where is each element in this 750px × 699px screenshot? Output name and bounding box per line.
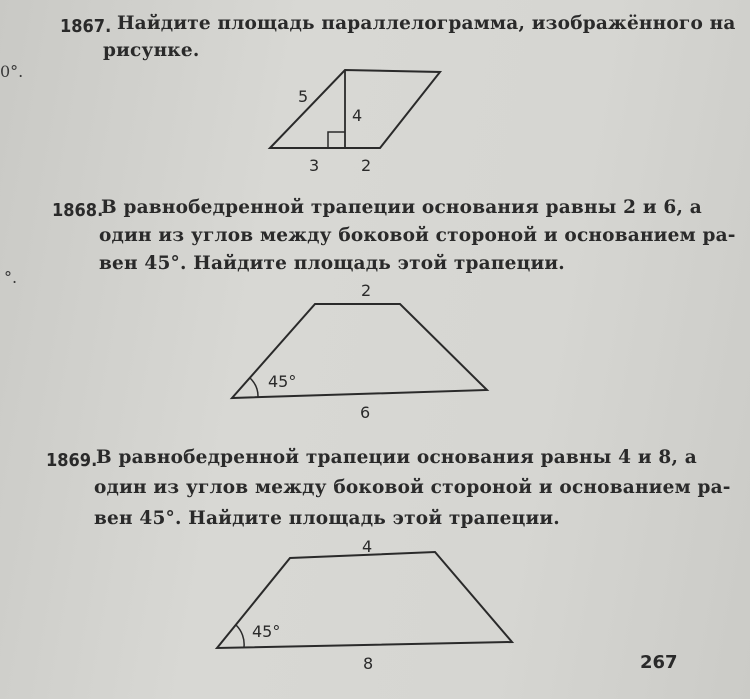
problem-number: 1867. bbox=[60, 16, 112, 37]
base-left-label: 3 bbox=[309, 156, 320, 175]
problem-text-line: один из углов между боковой стороной и основанием ра- bbox=[94, 477, 731, 498]
bottom-base-label: 8 bbox=[363, 654, 374, 673]
margin-mark-middle: °. bbox=[4, 268, 18, 287]
page-number: 267 bbox=[640, 652, 678, 673]
angle-label: 45° bbox=[252, 622, 281, 641]
angle-arc bbox=[236, 625, 244, 647]
base-right-label: 2 bbox=[361, 156, 372, 175]
top-base-label: 2 bbox=[361, 281, 372, 300]
side-label: 5 bbox=[298, 87, 309, 106]
height-label: 4 bbox=[352, 106, 363, 125]
problem-text-line: вен 45°. Найдите площадь этой трапеции. bbox=[99, 253, 565, 274]
problem-text-line: рисунке. bbox=[103, 40, 200, 61]
bottom-base-label: 6 bbox=[360, 403, 371, 422]
problem-number: 1868. bbox=[52, 200, 104, 221]
angle-label: 45° bbox=[268, 372, 297, 391]
problem-text-line: один из углов между боковой стороной и основанием ра- bbox=[99, 225, 736, 246]
top-base-label: 4 bbox=[362, 537, 373, 556]
problem-text-line: В равнобедренной трапеции основания равны 4 и 8, а bbox=[96, 447, 697, 468]
problem-text-line: В равнобедренной трапеции основания равны 2 и 6, а bbox=[101, 197, 702, 218]
problem-number: 1869. bbox=[46, 450, 98, 471]
problem-text-line: вен 45°. Найдите площадь этой трапеции. bbox=[94, 508, 560, 529]
problem-text-line: Найдите площадь параллелограмма, изображённого на bbox=[117, 13, 736, 34]
margin-mark-top: 0°. bbox=[0, 62, 24, 81]
